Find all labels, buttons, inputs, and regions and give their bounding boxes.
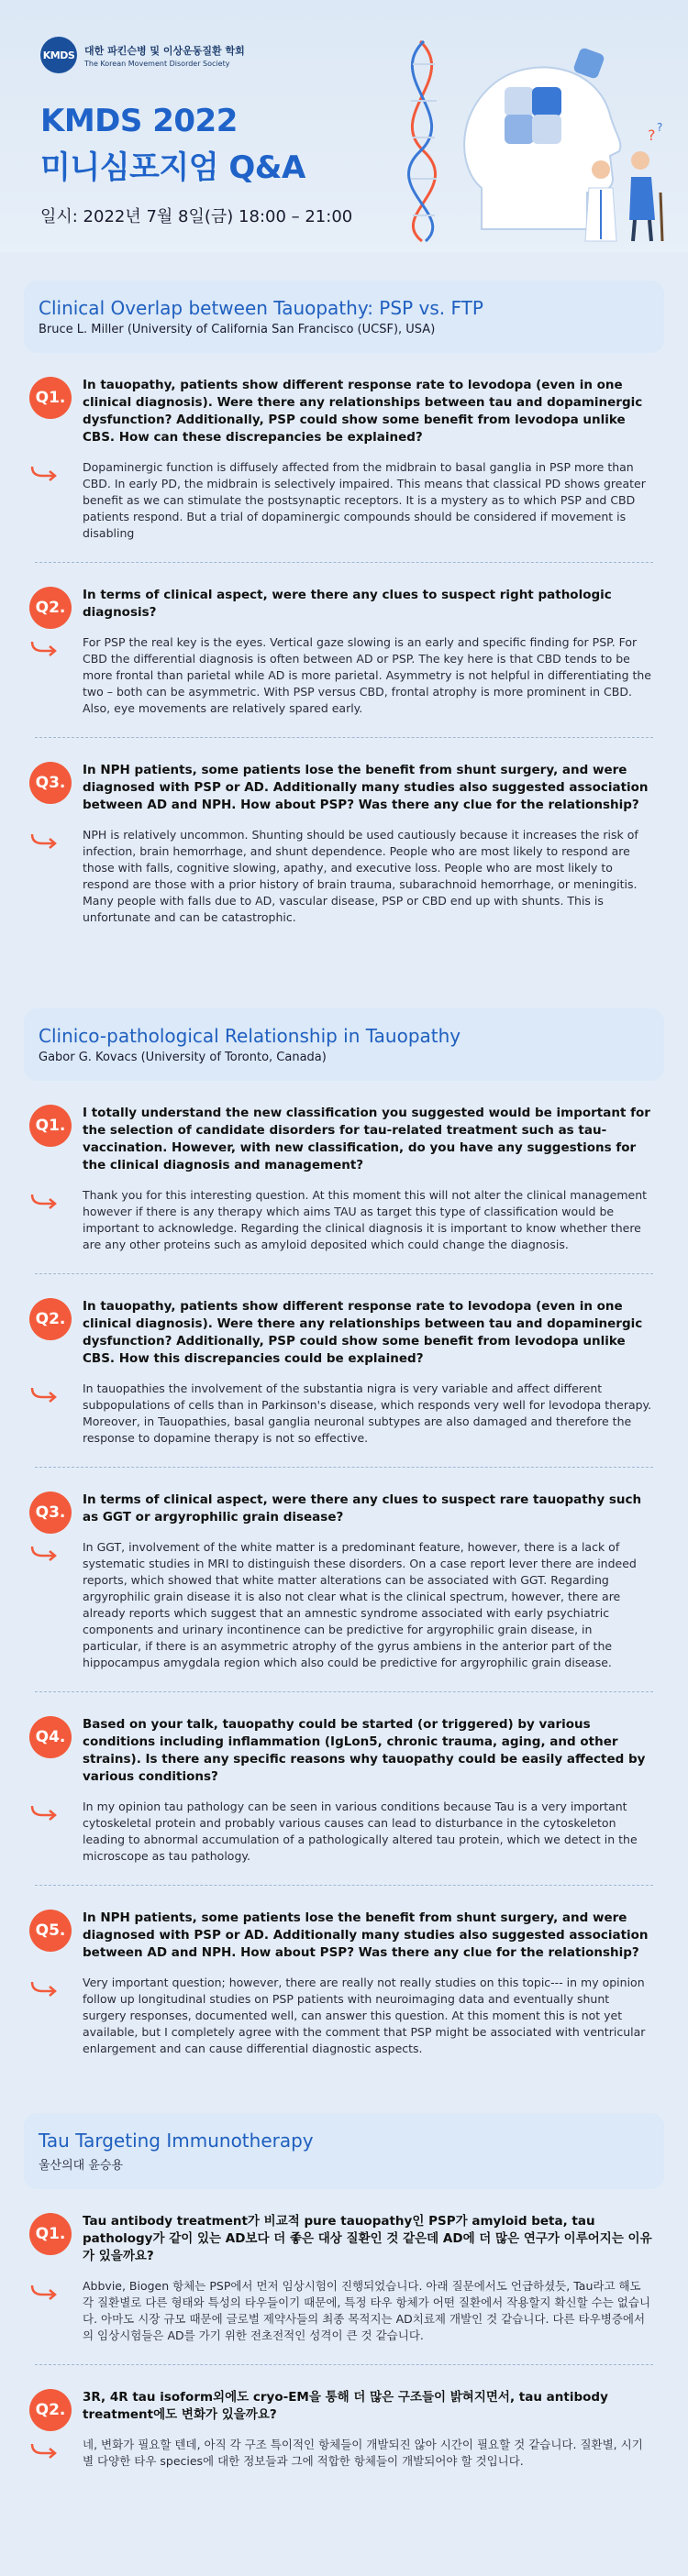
answer-text: Dopaminergic function is diffusely affected from the midbrain to basal ganglia in PSP more than CBD. In early PD, the midbrain is selectively impaired. This means that classical PD shows greater benefit as we can stimulate the postsynaptic receptors. It is a mystery as to which PSP and CBD patients respond. But a trial of dopaminergic compounds should be considered if movement is disabling: [83, 460, 646, 540]
divider: [35, 562, 653, 563]
society-name-en: The Korean Movement Disorder Society: [84, 59, 230, 68]
reply-arrow-icon: [29, 1545, 59, 1561]
question-text: In NPH patients, some patients lose the benefit from shunt surgery, and were diagnosed with PSP or AD. Additionally many studies also suggested association between AD and NPH. How about PSP? Was there any clue for the relationship?: [83, 1910, 649, 1960]
svg-text:?: ?: [648, 127, 656, 144]
answer-text: In my opinion tau pathology can be seen in various conditions because Tau is a very important cytoskeletal protein and probably various causes can lead to disturbance in the cytoskeleton leading to abnormal accumulation of a pathologically altered tau protein, which we detect in the microscope as tau pathology.: [83, 1800, 638, 1863]
section-header: [24, 281, 664, 353]
header-illustration: [394, 32, 670, 243]
society-name-ko: 대한 파킨슨병 및 이상운동질환 학회: [84, 44, 245, 57]
svg-text:?: ?: [657, 121, 663, 134]
divider: [35, 1273, 653, 1274]
section-speaker: Gabor G. Kovacs (University of Toronto, Canada): [39, 1051, 327, 1064]
question-badge: Q3.: [29, 762, 72, 804]
answer-text: In GGT, involvement of the white matter is a predominant feature, however, there is a lack of systematic studies in MRI to distinguish these disorders. On a case report lever there are indeed reports, which showed that white matter alterations can be associated with GGT. Regarding argyrophilic grain disease it is also not clear what is the clinical spectrum, however, there are already reports which suggest that an amnestic syndrome associated with early psychiatric components and urinary incontinence can be predictive for argyrophilic grain disease, in particular, if there is an asymmetric atrophy of the gyrus ambiens in the anterior part of the hippocampus amygdala region which also could be predictive for argyrophilic grain disease.: [83, 1540, 637, 1669]
answer-text: 네, 변화가 필요할 텐데, 아직 각 구조 특이적인 항체들이 개발되진 않아 시간이 필요할 것 같습니다. 질환별, 시기별 다양한 타우 species에 대한 정보들과 그에 적합한 항체들이 개발되어야 할 것입니다.: [83, 2438, 643, 2468]
header: [0, 0, 688, 252]
logo-mark: KMDS: [40, 37, 77, 73]
section-header: [24, 1008, 664, 1081]
question-text: In NPH patients, some patients lose the benefit from shunt surgery, and were diagnosed with PSP or AD. Additionally many studies also suggested association between AD and NPH. How about PSP? Was there any clue for the relationship?: [83, 763, 649, 812]
answer-block: [83, 827, 653, 926]
reply-arrow-icon: [29, 2284, 59, 2300]
divider: [35, 2364, 653, 2365]
event-date: 일시: 2022년 7월 8일(금) 18:00 – 21:00: [40, 207, 353, 226]
section-title: Tau Targeting Immunotherapy: [39, 2130, 314, 2152]
qa-item: [18, 1105, 670, 1253]
society-logo: [40, 37, 245, 73]
qa-item: [18, 1298, 670, 1447]
qa-item: [18, 1910, 670, 2057]
answer-block: [83, 1975, 653, 2057]
reply-arrow-icon: [29, 1193, 59, 1209]
answer-block: [83, 1539, 653, 1671]
answer-block: [83, 459, 653, 542]
reply-arrow-icon: [29, 1804, 59, 1821]
answer-block: [83, 2437, 653, 2470]
section-clinical-overlap: [18, 281, 670, 926]
question-text: In terms of clinical aspect, were there any clues to suspect right pathologic diagnosis?: [83, 588, 612, 620]
question-text: In terms of clinical aspect, were there any clues to suspect rare tauopathy such as GGT or argyrophilic grain disease?: [83, 1492, 642, 1525]
answer-text: NPH is relatively uncommon. Shunting should be used cautiously because it increases the risk of infection, brain hemorrhage, and shunt dependence. People who are most likely to respond are those with falls, cognitive slowing, apathy, and executive loss. People who are most likely to respond are those with a prior history of brain trauma, subarachnoid hemorrhage, or meningitis. Many people with falls due to AD, vascular disease, PSP or CBD end up with shunts. This is unfortunate and can be catastrophic.: [83, 828, 638, 924]
qa-item: [18, 762, 670, 926]
question-badge: Q1.: [29, 377, 72, 419]
reply-arrow-icon: [29, 1980, 59, 1997]
question-text: I totally understand the new classification you suggested would be important for the selection of candidate disorders for tau-related treatment such as tau-vaccination. However, with new classification, do you have any suggestions for the clinical diagnosis and management?: [83, 1106, 650, 1172]
section-title: Clinico-pathological Relationship in Tauopathy: [39, 1025, 461, 1047]
patient-icon: [629, 121, 662, 241]
section-header: [24, 2113, 664, 2189]
question-text: Tau antibody treatment가 비교적 pure tauopathy인 PSP가 amyloid beta, tau pathology가 같이 있는 AD보다 더 좋은 대상 질환인 것 같은데 AD에 더 많은 연구가 이루어지는 이유가 있을까요?: [83, 2214, 652, 2263]
divider: [35, 1691, 653, 1692]
reply-arrow-icon: [29, 1386, 59, 1403]
reply-arrow-icon: [29, 832, 59, 849]
reply-arrow-icon: [29, 2442, 59, 2459]
reply-arrow-icon: [29, 640, 59, 656]
answer-text: Abbvie, Biogen 항체는 PSP에서 먼저 임상시험이 진행되었습니다. 아래 질문에서도 언급하셨듯, Tau라고 해도 각 질환별로 다른 형태와 특성의 타우들이기 때문에, 특정 타우 항체가 어떤 질환에서 작용할지 확신할 수는 없습니다. 아마도 시장 규모 때문에 글로벌 제약사들의 최종 목적지는 AD치료제 개발인 것 같습니다. 다른 타우병증에서의 임상시험들은 AD를 가기 위한 전초전적인 성격이 큰 것 같습니다.: [83, 2279, 651, 2342]
qa-item: [18, 377, 670, 542]
dna-icon: [409, 41, 437, 241]
question-text: In tauopathy, patients show different response rate to levodopa (even in one clinical diagnosis). Were there any relationships between tau and dopaminergic dysfunction? Additionally, PSP could show some benefit from levodopa unlike CBS. How this discrepancies could be explained?: [83, 1299, 643, 1366]
question-badge: Q5.: [29, 1910, 72, 1952]
answer-block: [83, 634, 653, 717]
section-tau-immunotherapy: [18, 2113, 670, 2470]
question-badge: Q3.: [29, 1492, 72, 1534]
section-title: Clinical Overlap between Tauopathy: PSP vs. FTP: [39, 297, 483, 319]
question-badge: Q1.: [29, 2213, 72, 2255]
answer-block: [83, 2278, 653, 2344]
qa-item: [18, 1716, 670, 1865]
question-badge: Q1.: [29, 1105, 72, 1147]
answer-block: [83, 1187, 653, 1253]
qa-item: [18, 1492, 670, 1671]
question-text: 3R, 4R tau isoform외에도 cryo-EM을 통해 더 많은 구조들이 밝혀지면서, tau antibody treatment에도 변화가 있을까요?: [83, 2390, 608, 2422]
question-badge: Q2.: [29, 2389, 72, 2431]
qa-item: [18, 2213, 670, 2344]
page-subtitle: 미니심포지엄 Q&A: [40, 149, 305, 186]
question-badge: Q4.: [29, 1716, 72, 1758]
qa-item: [18, 587, 670, 717]
divider: [35, 1467, 653, 1468]
qa-item: [18, 2389, 670, 2470]
question-badge: Q2.: [29, 587, 72, 629]
question-badge: Q2.: [29, 1298, 72, 1340]
question-text: In tauopathy, patients show different response rate to levodopa (even in one clinical diagnosis). Were there any relationships between tau and dopaminergic dysfunction? Additionally, PSP could show some benefit from levodopa unlike CBS. How can these discrepancies be explained?: [83, 378, 643, 445]
question-text: Based on your talk, tauopathy could be started (or triggered) by various conditions including inflammation (IgLon5, chronic trauma, aging, and other strains). Is there any specific reasons why tauopathy could be easily affected by various conditions?: [83, 1717, 646, 1784]
divider: [35, 737, 653, 738]
answer-text: Very important question; however, there are really not really studies on this topic--- in my opinion follow up longitudinal studies on PSP patients with neuroimaging data and eventually shunt surgery responses, documented well, can answer this question. At this moment this is not yet available, but I completely agree with the comment that PSP might be associated with ventricular enlargement and can cause differential diagnostic aspects.: [83, 1976, 646, 2055]
section-clinico-pathological: [18, 1008, 670, 2057]
page-title: KMDS 2022: [40, 103, 238, 139]
answer-text: In tauopathies the involvement of the substantia nigra is very variable and affect different subpopulations of cells than in Parkinson's disease, which responds very well for levodopa therapy. Moreover, in Tauopathies, basal ganglia neuronal subtypes are also damaged and therefore the response to dopamine therapy is not so effective.: [83, 1382, 652, 1445]
answer-block: [83, 1799, 653, 1865]
section-speaker: Bruce L. Miller (University of California San Francisco (UCSF), USA): [39, 323, 436, 336]
section-speaker: 울산의대 윤승용: [39, 2159, 124, 2173]
answer-block: [83, 1381, 653, 1447]
answer-text: For PSP the real key is the eyes. Vertical gaze slowing is an early and specific finding for PSP. For CBD the differential diagnosis is often between AD or PSP. The key here is that CBD tends to be more frontal than parietal while AD is more parietal. Asymmetry is not helpful in differentiating the two – both can be asymmetric. With PSP versus CBD, frontal atrophy is more prominent in CBD. Also, eye movements are relatively spared early.: [83, 635, 651, 715]
reply-arrow-icon: [29, 465, 59, 481]
answer-text: Thank you for this interesting question. At this moment this will not alter the clinical management however if there is any therapy which aims TAU as target this type of classification would be important to acknowledge. Regarding the clinical diagnosis it is important to know whether there are any other proteins such as amyloid deposited which could change the diagnosis.: [83, 1188, 648, 1251]
divider: [35, 1885, 653, 1886]
